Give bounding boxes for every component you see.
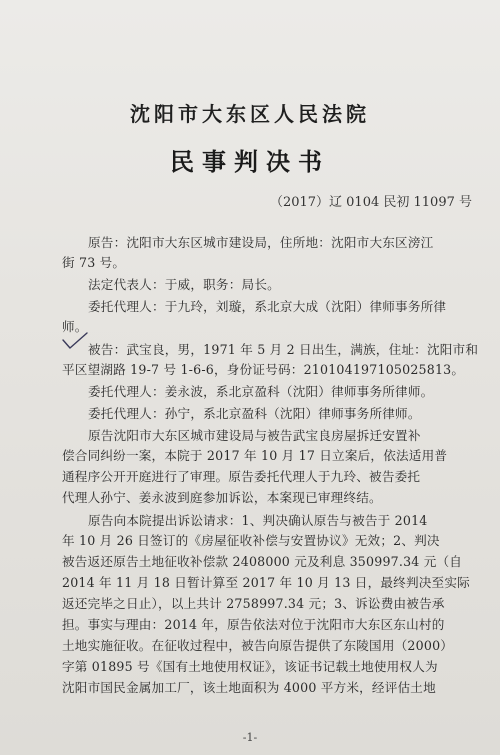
text-line: 平区望湖路 19-7 号 1-6-6，身份证号码：210104197105025813。 xyxy=(62,362,465,377)
text-line: 法定代表人：于威，职务：局长。 xyxy=(88,277,280,292)
text-line: 代理人孙宁、姜永波到庭参加诉讼，本案现已审理终结。 xyxy=(62,490,382,505)
text-line: 师。 xyxy=(62,319,88,334)
handwritten-checkmark-icon xyxy=(60,331,90,351)
text-line: 原告：沈阳市大东区城市建设局，住所地：沈阳市大东区滂江 xyxy=(88,235,434,250)
text-line: 被告返还原告土地征收补偿款 2408000 元及利息 350997.34 元（自 xyxy=(62,554,463,569)
text-line: 街 73 号。 xyxy=(62,255,126,270)
text-line: 2014 年 11 月 18 日暂计算至 2017 年 10 月 13 日，最终判决至实际 xyxy=(62,575,470,590)
case-number: （2017）辽 0104 民初 11097 号 xyxy=(269,195,472,210)
text-line: 返还完毕之日止），以上共计 2758997.34 元；3、诉讼费由被告承 xyxy=(62,596,445,611)
text-line: 原告沈阳市大东区城市建设局与被告武宝良房屋拆迁安置补 xyxy=(88,428,421,443)
text-line: 被告：武宝良，男，1971 年 5 月 2 日出生，满族，住址：沈阳市和 xyxy=(88,342,479,357)
text-line: 原告向本院提出诉讼请求：1、判决确认原告与被告于 2014 xyxy=(88,513,428,528)
document-title: 民事判决书 xyxy=(170,147,330,176)
text-line: 通程序公开开庭进行了审理。原告委托代理人于九玲、被告委托 xyxy=(62,469,421,484)
text-line: 偿合同纠纷一案，本院于 2017 年 10 月 17 日立案后，依法适用普 xyxy=(62,448,448,463)
page-number: -1- xyxy=(242,731,258,744)
text-line: 沈阳市国民金属加工厂，该土地面积为 4000 平方米，经评估土地 xyxy=(62,680,436,695)
court-name: 沈阳市大东区人民法院 xyxy=(130,102,370,126)
text-line: 年 10 月 26 日签订的《房屋征收补偿与安置协议》无效；2、判决 xyxy=(62,533,440,548)
text-line: 委托代理人：姜永波，系北京盈科（沈阳）律师事务所律师。 xyxy=(88,384,434,399)
text-line: 委托代理人：孙宁，系北京盈科（沈阳）律师事务所律师。 xyxy=(88,406,421,421)
text-line: 字第 01895 号《国有土地使用权证》，该证书记载土地使用权人为 xyxy=(62,659,438,674)
text-line: 委托代理人：于九玲，刘璇，系北京大成（沈阳）律师事务所律 xyxy=(88,299,447,314)
text-line: 土地实施征收。在征收过程中，被告向原告提供了东陵国用（2000） xyxy=(62,638,454,653)
text-line: 担。事实与理由：2014 年，原告依法对位于沈阳市大东区东山村的 xyxy=(62,617,445,632)
